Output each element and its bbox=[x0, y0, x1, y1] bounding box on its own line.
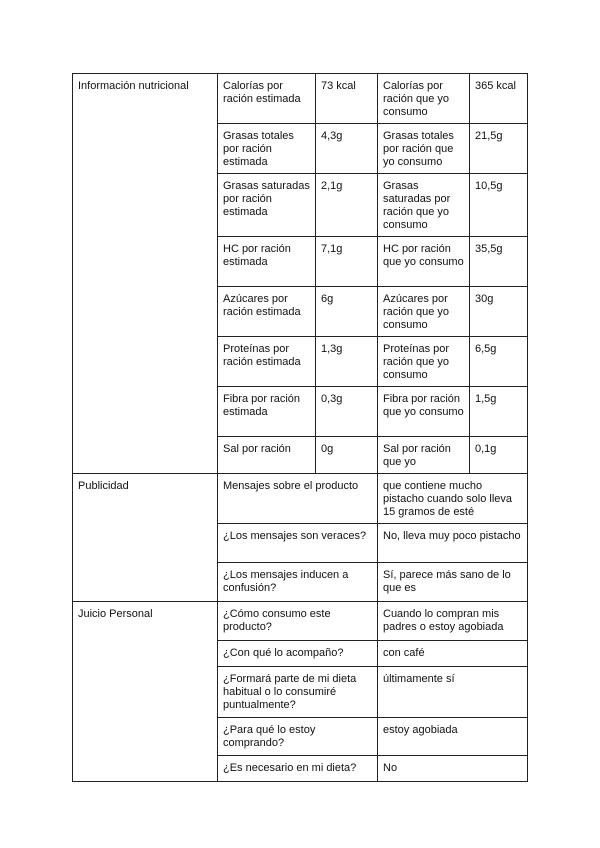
question-cell: ¿Es necesario en mi dieta? bbox=[218, 756, 378, 782]
section-title-publicidad: Publicidad bbox=[73, 474, 218, 602]
nutrient-value-consumed: 0,1g bbox=[470, 437, 528, 474]
nutrient-value-estimated: 7,1g bbox=[316, 237, 378, 287]
nutrient-value-estimated: 0g bbox=[316, 437, 378, 474]
nutrient-label-consumed: Azúcares por ración que yo consumo bbox=[378, 287, 470, 337]
table-row bbox=[73, 474, 528, 524]
answer-cell: No bbox=[378, 756, 528, 782]
nutrient-value-consumed: 35,5g bbox=[470, 237, 528, 287]
question-cell: ¿Formará parte de mi dieta habitual o lo consumiré puntualmente? bbox=[218, 667, 378, 718]
answer-cell: estoy agobiada bbox=[378, 718, 528, 756]
nutrient-label-estimated: Proteínas por ración estimada bbox=[218, 337, 316, 387]
question-cell: ¿Cómo consumo este producto? bbox=[218, 602, 378, 641]
answer-cell: con café bbox=[378, 641, 528, 667]
section-title-nutricional: Información nutricional bbox=[73, 74, 218, 474]
nutrient-label-estimated: HC por ración estimada bbox=[218, 237, 316, 287]
nutrient-label-consumed: HC por ración que yo consumo bbox=[378, 237, 470, 287]
nutrient-label-consumed: Grasas totales por ración que yo consumo bbox=[378, 124, 470, 174]
answer-cell: No, lleva muy poco pistacho bbox=[378, 524, 528, 563]
answer-cell: últimamente sí bbox=[378, 667, 528, 718]
question-cell: ¿Con qué lo acompaño? bbox=[218, 641, 378, 667]
nutrient-value-estimated: 0,3g bbox=[316, 387, 378, 437]
nutrient-value-consumed: 6,5g bbox=[470, 337, 528, 387]
nutrient-value-estimated: 6g bbox=[316, 287, 378, 337]
nutrient-label-consumed: Proteínas por ración que yo consumo bbox=[378, 337, 470, 387]
answer-cell: Sí, parece más sano de lo que es bbox=[378, 563, 528, 602]
nutrient-label-consumed: Calorías por ración que yo consumo bbox=[378, 74, 470, 124]
answer-cell: que contiene mucho pistacho cuando solo lleva 15 gramos de esté bbox=[378, 474, 528, 524]
nutrient-value-estimated: 73 kcal bbox=[316, 74, 378, 124]
nutrient-value-consumed: 1,5g bbox=[470, 387, 528, 437]
nutrient-label-estimated: Azúcares por ración estimada bbox=[218, 287, 316, 337]
nutrient-label-estimated: Sal por ración bbox=[218, 437, 316, 474]
table-row bbox=[73, 74, 528, 124]
nutrient-value-estimated: 2,1g bbox=[316, 174, 378, 237]
nutrient-value-consumed: 365 kcal bbox=[470, 74, 528, 124]
nutrient-value-consumed: 30g bbox=[470, 287, 528, 337]
nutrient-value-consumed: 21,5g bbox=[470, 124, 528, 174]
section-title-juicio: Juicio Personal bbox=[73, 602, 218, 782]
nutrient-value-estimated: 4,3g bbox=[316, 124, 378, 174]
nutrient-value-consumed: 10,5g bbox=[470, 174, 528, 237]
nutrient-label-consumed: Fibra por ración que yo consumo bbox=[378, 387, 470, 437]
nutrition-table bbox=[72, 73, 528, 782]
question-cell: ¿Los mensajes inducen a confusión? bbox=[218, 563, 378, 602]
answer-cell: Cuando lo compran mis padres o estoy agobiada bbox=[378, 602, 528, 641]
nutrient-label-consumed: Sal por ración que yo bbox=[378, 437, 470, 474]
question-cell: ¿Para qué lo estoy comprando? bbox=[218, 718, 378, 756]
table-row bbox=[73, 602, 528, 641]
nutrient-label-estimated: Calorías por ración estimada bbox=[218, 74, 316, 124]
nutrient-label-consumed: Grasas saturadas por ración que yo consumo bbox=[378, 174, 470, 237]
question-cell: ¿Los mensajes son veraces? bbox=[218, 524, 378, 563]
nutrient-label-estimated: Grasas totales por ración estimada bbox=[218, 124, 316, 174]
question-cell: Mensajes sobre el producto bbox=[218, 474, 378, 524]
nutrient-label-estimated: Fibra por ración estimada bbox=[218, 387, 316, 437]
nutrient-value-estimated: 1,3g bbox=[316, 337, 378, 387]
nutrient-label-estimated: Grasas saturadas por ración estimada bbox=[218, 174, 316, 237]
